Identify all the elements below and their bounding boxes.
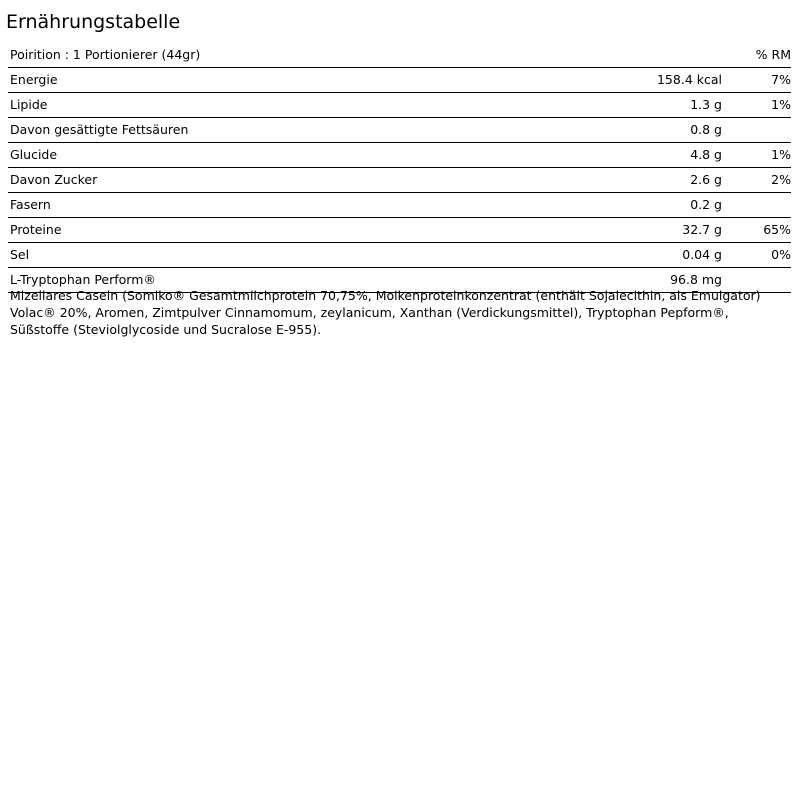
nutrient-name: Glucide: [10, 147, 58, 162]
nutrient-value: 4.8 g: [690, 147, 722, 162]
table-row: [8, 243, 791, 268]
nutrient-name: Proteine: [10, 222, 62, 237]
nutrient-rm: 0%: [771, 247, 791, 262]
table-row: [8, 193, 791, 218]
nutrient-rm: 1%: [771, 97, 791, 112]
nutrient-rm: 7%: [771, 72, 791, 87]
nutrient-name: Davon gesättigte Fettsäuren: [10, 122, 189, 137]
nutrition-table: [8, 43, 791, 293]
table-row: [8, 168, 791, 193]
portion-label: Poirition : 1 Portionierer (44gr): [10, 47, 201, 62]
ingredients-text: Mizellares Casein (Somiko® Gesamtmilchprotein 70,75%, Molkenproteinkonzentrat (enthält Sojalecithin, als Emulgator) Volac® 20%, Aromen, Zimtpulver Cinnamomum, zeylanicum, Xanthan (Verdickungsmittel), Tryptophan Pepform®, Süßstoffe (Steviolglycoside und Sucralose E-955).: [10, 288, 761, 337]
table-row: [8, 68, 791, 93]
nutrient-value: 2.6 g: [690, 172, 722, 187]
nutrient-value: 158.4 kcal: [656, 72, 722, 87]
nutrient-value: 96.8 mg: [670, 272, 722, 287]
table-row: [8, 218, 791, 243]
nutrient-rm: 2%: [771, 172, 791, 187]
table-row: [8, 93, 791, 118]
rm-header: % RM: [755, 47, 791, 62]
nutrient-name: Energie: [10, 72, 58, 87]
table-row: [8, 143, 791, 168]
page-title: Ernährungstabelle: [6, 11, 181, 33]
nutrient-value: 0.2 g: [690, 197, 722, 212]
nutrient-value: 32.7 g: [682, 222, 722, 237]
nutrient-name: L-Tryptophan Perform®: [10, 272, 156, 287]
nutrient-name: Fasern: [10, 197, 51, 212]
nutrient-name: Davon Zucker: [10, 172, 98, 187]
table-row: [8, 118, 791, 143]
nutrient-value: 1.3 g: [690, 97, 722, 112]
nutrient-value: 0.04 g: [682, 247, 722, 262]
nutrient-rm: 65%: [763, 222, 791, 237]
nutrient-name: Sel: [10, 247, 30, 262]
table-header-row: [8, 43, 791, 68]
nutrient-rm: 1%: [771, 147, 791, 162]
nutrient-name: Lipide: [10, 97, 48, 112]
nutrient-value: 0.8 g: [690, 122, 722, 137]
